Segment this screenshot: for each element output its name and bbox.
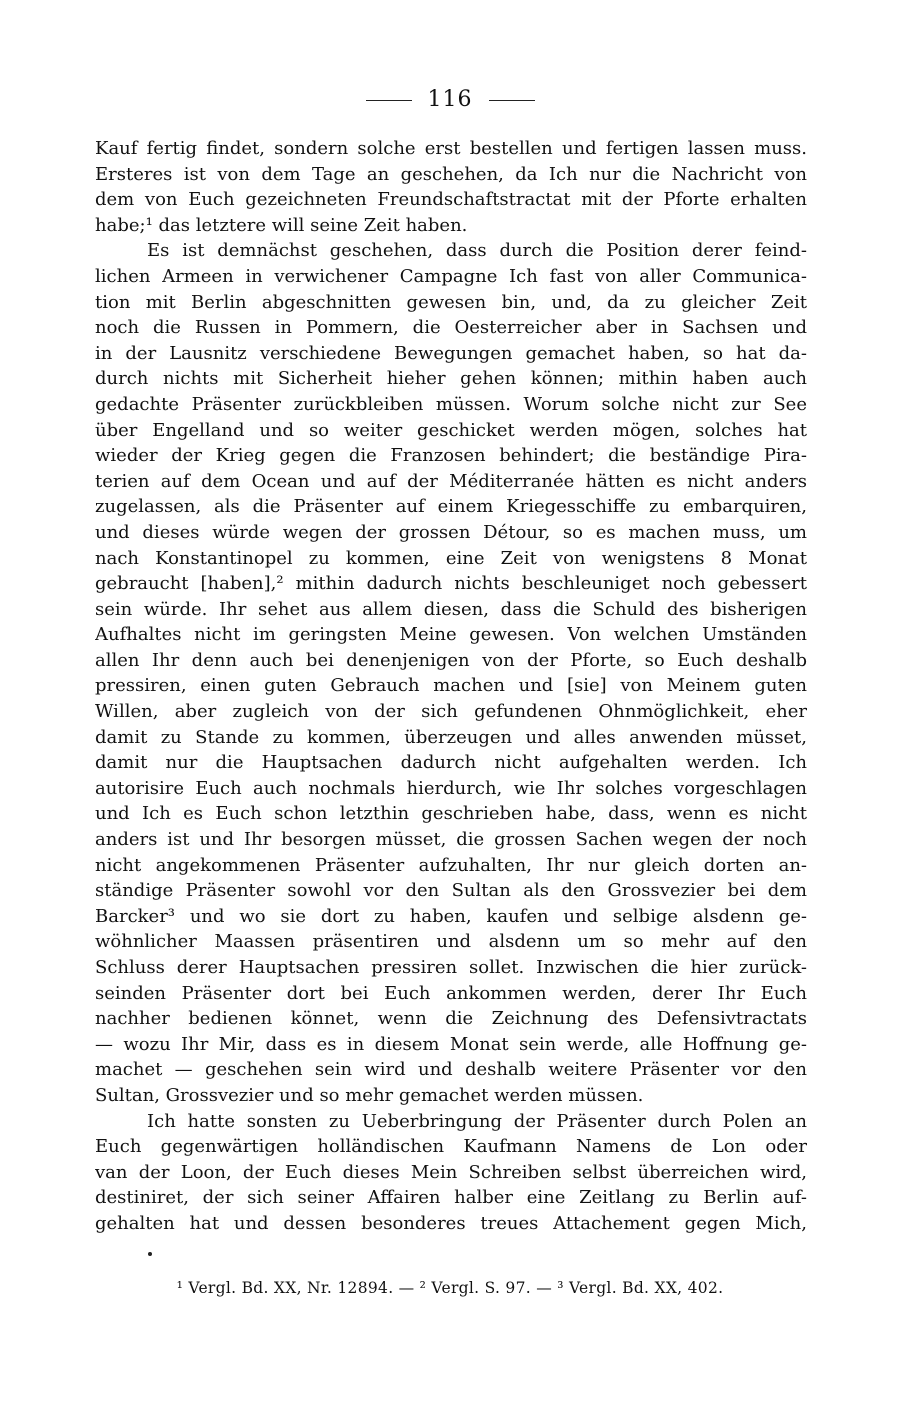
text-line: Es ist demnächst geschehen, dass durch die Position derer feind- (147, 240, 807, 262)
text-line: gedachte Präsenter zurückbleiben müssen. Worum solche nicht zur See (95, 393, 807, 415)
footnotes: ¹ Vergl. Bd. XX, Nr. 12894. — ² Vergl. S. 97. — ³ Vergl. Bd. XX, 402. (176, 1279, 724, 1297)
text-line: wieder der Krieg gegen die Franzosen behindert; die beständige Pira- (95, 445, 807, 467)
header-right-dash (489, 100, 535, 101)
text-line: nach Konstantinopel zu kommen, eine Zeit von wenigstens 8 Monat (95, 547, 807, 569)
text-line: Ich hatte sonsten zu Ueberbringung der Präsenter durch Polen an (147, 1110, 807, 1132)
text-line: Sultan, Grossvezier und so mehr gemachet werden müssen. (95, 1084, 644, 1106)
text-line: Willen, aber zugleich von der sich gefundenen Ohnmöglichkeit, eher (95, 701, 807, 723)
text-line: — wozu Ihr Mir, dass es in diesem Monat sein werde, alle Hoffnung ge- (95, 1033, 807, 1055)
text-line: gehalten hat und dessen besonderes treues Attachement gegen Mich, (95, 1212, 807, 1234)
text-line: Barcker³ und wo sie dort zu haben, kaufen und selbige alsdenn ge- (95, 905, 807, 927)
text-line: nachher bedienen könnet, wenn die Zeichnung des Defensivtractats (95, 1008, 807, 1030)
text-line: über Engelland und so weiter geschicket werden mögen, solches hat (95, 419, 807, 441)
text-line: seinden Präsenter dort bei Euch ankommen werden, derer Ihr Euch (95, 982, 807, 1004)
text-line: durch nichts mit Sicherheit hieher gehen können; mithin haben auch (95, 368, 807, 390)
text-line: Aufhaltes nicht im geringsten Meine gewesen. Von welchen Umständen (95, 624, 807, 646)
print-speck (148, 1252, 152, 1256)
page-number: 116 (427, 87, 473, 112)
text-line: und Ich es Euch schon letzthin geschrieben habe, dass, wenn es nicht (95, 803, 807, 825)
text-line: Euch gegenwärtigen holländischen Kaufmann Namens de Lon oder (95, 1136, 807, 1158)
text-line: pressiren, einen guten Gebrauch machen und [sie] von Meinem guten (95, 675, 807, 697)
text-line: tion mit Berlin abgeschnitten gewesen bin, und, da zu gleicher Zeit (95, 291, 807, 313)
text-line: damit nur die Hauptsachen dadurch nicht aufgehalten werden. Ich (95, 752, 807, 774)
text-line: anders ist und Ihr besorgen müsset, die grossen Sachen wegen der noch (95, 829, 807, 851)
page-header (0, 86, 900, 114)
text-line: dem von Euch gezeichneten Freundschaftstractat mit der Pforte erhalten (95, 189, 807, 211)
text-line: autorisire Euch auch nochmals hierdurch, wie Ihr solches vorgeschlagen (95, 777, 807, 799)
text-line: Kauf fertig findet, sondern solche erst bestellen und fertigen lassen muss. (95, 138, 807, 159)
text-line: lichen Armeen in verwichener Campagne Ich fast von aller Communica- (95, 265, 807, 287)
header-left-dash (366, 100, 412, 101)
text-line: nicht angekommenen Präsenter aufzuhalten, Ihr nur gleich dorten an- (95, 854, 807, 876)
text-line: und dieses würde wegen der grossen Détour, so es machen muss, um (95, 521, 807, 543)
text-line: ständige Präsenter sowohl vor den Sultan als den Grossvezier bei dem (95, 880, 807, 902)
body-text (95, 136, 807, 1237)
text-line: wöhnlicher Maassen präsentiren und alsdenn um so mehr auf den (95, 931, 807, 953)
text-line: terien auf dem Ocean und auf der Méditerranée hätten es nicht anders (95, 470, 807, 492)
text-line: Schluss derer Hauptsachen pressiren sollet. Inzwischen die hier zurück- (95, 957, 807, 978)
text-line: Ersteres ist von dem Tage an geschehen, da Ich nur die Nachricht von (95, 163, 807, 185)
text-line: in der Lausnitz verschiedene Bewegungen gemachet haben, so hat da- (95, 342, 807, 364)
text-line: destiniret, der sich seiner Affairen halber eine Zeitlang zu Berlin auf- (95, 1187, 807, 1209)
text-line: gebraucht [haben],² mithin dadurch nichts beschleuniget noch gebessert (95, 573, 807, 595)
text-line: noch die Russen in Pommern, die Oesterreicher aber in Sachsen und (95, 317, 807, 339)
text-line: zugelassen, als die Präsenter auf einem Kriegesschiffe zu embarquiren, (95, 496, 807, 518)
text-line: machet — geschehen sein wird und deshalb weitere Präsenter vor den (95, 1059, 807, 1081)
text-line: van der Loon, der Euch dieses Mein Schreiben selbst überreichen wird, (95, 1161, 807, 1183)
text-line: habe;¹ das letztere will seine Zeit haben. (95, 214, 468, 236)
text-line: allen Ihr denn auch bei denenjenigen von der Pforte, so Euch deshalb (95, 649, 807, 671)
text-line: damit zu Stande zu kommen, überzeugen und alles anwenden müsset, (95, 726, 807, 748)
text-line: sein würde. Ihr sehet aus allem diesen, dass die Schuld des bisherigen (95, 598, 807, 620)
